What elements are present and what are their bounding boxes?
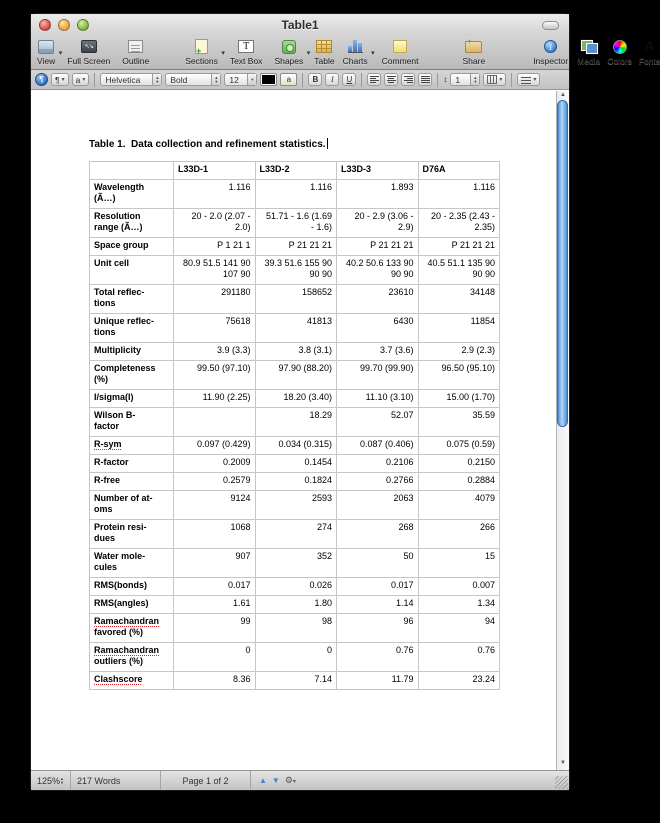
toolbar-item-label: Colors (607, 56, 632, 66)
line-spacing-icon: ↕ (443, 75, 448, 84)
row-label[interactable]: Wavelength (Ã…) (90, 180, 174, 209)
cell-value[interactable]: 352 (255, 549, 337, 578)
previous-page-button[interactable]: ▲ (259, 776, 267, 785)
table-row (90, 672, 500, 690)
toolbar-toggle-button[interactable] (542, 21, 559, 30)
divider (511, 73, 512, 87)
columns-button[interactable] (483, 73, 506, 86)
cell-value[interactable]: 0.1824 (255, 473, 337, 491)
cell-value[interactable]: 11.79 (337, 672, 419, 690)
table-row (90, 390, 500, 408)
divider (361, 73, 362, 87)
align-left-button[interactable] (367, 73, 381, 86)
column-header[interactable]: L33D-3 (337, 162, 419, 180)
row-label[interactable]: Ramachandran favored (%) (90, 614, 174, 643)
table-row (90, 596, 500, 614)
toolbar-item-label: Table (314, 56, 335, 66)
table-row (90, 238, 500, 256)
cell-value[interactable]: 1068 (174, 520, 256, 549)
row-label[interactable]: Resolution range (Ã…) (90, 209, 174, 238)
format-bar (31, 70, 569, 90)
row-label[interactable]: Multiplicity (90, 343, 174, 361)
row-label[interactable]: Unique reflec- tions (90, 314, 174, 343)
styles-drawer-button[interactable]: ¶ (35, 73, 48, 86)
cell-value[interactable]: 3.7 (3.6) (337, 343, 419, 361)
toolbar-item-label: Text Box (229, 56, 263, 66)
cell-value[interactable] (174, 408, 256, 437)
chevron-down-icon: ▾ (61, 77, 65, 83)
close-button[interactable] (39, 19, 51, 31)
cell-value[interactable]: 11.90 (2.25) (174, 390, 256, 408)
cell-value[interactable]: P 21 21 21 (255, 238, 337, 256)
toolbar-item-label: Outline (122, 56, 150, 66)
page-navigation (251, 771, 302, 790)
cell-value[interactable]: 0.76 (337, 643, 419, 672)
toolbar-item-label: Charts (342, 56, 368, 66)
share-icon (465, 41, 482, 53)
cell-value[interactable]: 15 (418, 549, 500, 578)
cell-value[interactable]: 18.29 (255, 408, 337, 437)
window-controls (39, 19, 89, 31)
stepper-icon: ▼ (247, 74, 256, 85)
table-row (90, 343, 500, 361)
word-count[interactable] (71, 771, 161, 790)
text-cursor (327, 138, 328, 149)
toolbar-charts-button[interactable] (342, 38, 375, 66)
cell-value[interactable]: 40.5 51.1 135 90 90 90 (418, 256, 500, 285)
toolbar-table-button[interactable] (314, 38, 334, 66)
table-row (90, 256, 500, 285)
character-style-button[interactable] (72, 73, 90, 86)
text-box-icon (238, 40, 254, 53)
column-header[interactable]: L33D-1 (174, 162, 256, 180)
cell-value[interactable]: 1.61 (174, 596, 256, 614)
cell-value[interactable]: 158652 (255, 285, 337, 314)
column-header[interactable]: D76A (418, 162, 500, 180)
cell-value[interactable]: 1.116 (418, 180, 500, 209)
cell-value[interactable]: 0.2106 (337, 455, 419, 473)
row-label[interactable]: I/sigma(I) (90, 390, 174, 408)
toolbar-sections-button[interactable] (185, 38, 225, 66)
cell-value[interactable]: 23610 (337, 285, 419, 314)
statistics-table[interactable] (89, 161, 500, 690)
align-right-button[interactable] (401, 73, 415, 86)
cell-value[interactable]: 0.2884 (418, 473, 500, 491)
table-row (90, 643, 500, 672)
line-spacing-value: 1 (455, 74, 461, 85)
stepper-icon: ▲ ▼ (470, 74, 479, 85)
cell-value[interactable]: 1.34 (418, 596, 500, 614)
cell-value[interactable]: 6430 (337, 314, 419, 343)
cell-value[interactable]: 291180 (174, 285, 256, 314)
row-label[interactable]: R-free (90, 473, 174, 491)
comment-icon (393, 40, 407, 53)
cell-value[interactable]: 52.07 (337, 408, 419, 437)
cell-value[interactable]: 96.50 (95.10) (418, 361, 500, 390)
cell-value[interactable]: 0.034 (0.315) (255, 437, 337, 455)
chevron-down-icon: ▾ (499, 77, 503, 83)
cell-value[interactable]: 1.893 (337, 180, 419, 209)
cell-value[interactable]: 266 (418, 520, 500, 549)
cell-value[interactable]: 0.017 (174, 578, 256, 596)
toolbar-view-button[interactable] (37, 38, 63, 66)
italic-button[interactable]: I (325, 73, 339, 86)
view-icon (38, 40, 54, 54)
toolbar-item-label: Media (577, 56, 601, 66)
toolbar-media-button[interactable] (577, 38, 600, 66)
divider (94, 73, 95, 87)
document-page[interactable] (31, 91, 556, 770)
page-indicator-value: Page 1 of 2 (182, 775, 229, 786)
paragraph-style-button[interactable] (51, 73, 69, 86)
cell-value[interactable]: 274 (255, 520, 337, 549)
character-style-label: a (75, 74, 81, 85)
vertical-scrollbar[interactable] (556, 91, 569, 770)
toolbar-item-label: Inspector (533, 56, 569, 66)
cell-value[interactable]: 35.59 (418, 408, 500, 437)
highlight-color-well[interactable]: a (280, 73, 297, 86)
cell-value[interactable]: 2063 (337, 491, 419, 520)
cell-value[interactable]: P 21 21 21 (337, 238, 419, 256)
row-label[interactable]: RMS(bonds) (90, 578, 174, 596)
toolbar-full-screen-button[interactable] (67, 38, 110, 66)
chevron-down-icon: ▾ (533, 77, 537, 83)
next-page-button[interactable]: ▼ (271, 776, 280, 785)
stepper-icon: ▲ ▼ (60, 775, 64, 785)
toolbar-item-label: Full Screen (67, 56, 111, 66)
cell-value[interactable]: 8.36 (174, 672, 256, 690)
resize-grip[interactable] (555, 776, 568, 789)
row-label[interactable]: Water mole- cules (90, 549, 174, 578)
table-icon (316, 40, 332, 53)
toolbar-inspector-button[interactable] (533, 38, 568, 66)
stepper-icon: ▲ ▼ (152, 74, 161, 85)
stepper-icon: ▲ ▼ (211, 74, 220, 85)
inspector-icon (544, 40, 557, 53)
table-row (90, 520, 500, 549)
toolbar-shapes-button[interactable] (274, 38, 311, 66)
cell-value[interactable]: 0.087 (0.406) (337, 437, 419, 455)
cell-value[interactable]: 1.14 (337, 596, 419, 614)
align-right-icon (404, 76, 413, 83)
toolbar-item-label: View (37, 56, 56, 66)
row-label[interactable]: R-factor (90, 455, 174, 473)
table-row (90, 408, 500, 437)
cell-value[interactable]: 98 (255, 614, 337, 643)
row-label[interactable]: Completeness (%) (90, 361, 174, 390)
cell-value[interactable]: 20 - 2.9 (3.06 - 2.9) (337, 209, 419, 238)
table-header-row (90, 162, 500, 180)
cell-value[interactable]: 0.075 (0.59) (418, 437, 500, 455)
font-family-select[interactable] (100, 73, 162, 86)
cell-value[interactable]: 99.70 (99.90) (337, 361, 419, 390)
cell-value[interactable]: 3.8 (3.1) (255, 343, 337, 361)
cell-value[interactable]: 34148 (418, 285, 500, 314)
cell-value[interactable]: 1.80 (255, 596, 337, 614)
cell-value[interactable]: 18.20 (3.40) (255, 390, 337, 408)
full-screen-icon (81, 40, 97, 53)
fonts-icon (644, 39, 654, 55)
charts-icon (348, 40, 363, 53)
toolbar-share-button[interactable] (463, 38, 486, 66)
cell-value[interactable]: 0.1454 (255, 455, 337, 473)
scrollbar-thumb[interactable] (557, 100, 568, 427)
list-icon (521, 75, 531, 84)
table-row (90, 361, 500, 390)
toolbar-fonts-button[interactable] (639, 38, 660, 66)
cell-value[interactable]: 0 (174, 643, 256, 672)
cell-value[interactable]: 11.10 (3.10) (337, 390, 419, 408)
zoom-level-control[interactable] (31, 771, 71, 790)
corner-cell[interactable] (90, 162, 174, 180)
divider (302, 73, 303, 87)
toolbar-comment-button[interactable] (382, 38, 419, 66)
toolbar (31, 36, 660, 70)
row-label[interactable]: Wilson B- factor (90, 408, 174, 437)
cell-value[interactable]: P 21 21 21 (418, 238, 500, 256)
table-row (90, 614, 500, 643)
cell-value[interactable]: 75618 (174, 314, 256, 343)
cell-value[interactable]: 1.116 (174, 180, 256, 209)
cell-value[interactable]: 0.2150 (418, 455, 500, 473)
columns-icon (487, 75, 497, 84)
cell-value[interactable]: 7.14 (255, 672, 337, 690)
bold-button[interactable]: B (308, 73, 322, 86)
table-body (90, 180, 500, 690)
align-justify-button[interactable] (418, 73, 432, 86)
cell-value[interactable]: 20 - 2.35 (2.43 - 2.35) (418, 209, 500, 238)
cell-value[interactable]: 99 (174, 614, 256, 643)
cell-value[interactable]: 2593 (255, 491, 337, 520)
cell-value[interactable]: 99.50 (97.10) (174, 361, 256, 390)
cell-value[interactable]: P 1 21 1 (174, 238, 256, 256)
table-row (90, 473, 500, 491)
window-title: Table1 (281, 18, 319, 32)
caption-text: Table 1. Data collection and refinement statistics. (89, 139, 326, 150)
column-header[interactable]: L33D-2 (255, 162, 337, 180)
typeface-value: Bold (170, 74, 188, 85)
app-window (30, 13, 660, 791)
media-icon (581, 40, 597, 53)
align-left-icon (370, 76, 379, 83)
cell-value[interactable]: 51.71 - 1.6 (1.69 - 1.6) (255, 209, 337, 238)
scroll-up-arrow-icon[interactable]: ▲ (560, 92, 566, 98)
cell-value[interactable]: 1.116 (255, 180, 337, 209)
cell-value[interactable]: 907 (174, 549, 256, 578)
sections-icon (195, 39, 208, 54)
cell-value[interactable]: 15.00 (1.70) (418, 390, 500, 408)
cell-value[interactable]: 39.3 51.6 155 90 90 90 (255, 256, 337, 285)
cell-value[interactable]: 9124 (174, 491, 256, 520)
outline-icon (128, 40, 143, 53)
font-size-select[interactable] (224, 73, 257, 86)
table-row (90, 314, 500, 343)
row-label[interactable]: RMS(angles) (90, 596, 174, 614)
toolbar-item-label: Fonts (638, 56, 660, 66)
cell-value[interactable]: 80.9 51.5 141 90 107 90 (174, 256, 256, 285)
table-row (90, 578, 500, 596)
line-spacing-select[interactable] (450, 73, 480, 86)
table-row (90, 455, 500, 473)
align-center-icon (387, 76, 396, 83)
cell-value[interactable]: 0.017 (337, 578, 419, 596)
cell-value[interactable]: 94 (418, 614, 500, 643)
cell-value[interactable]: 0 (255, 643, 337, 672)
table-row (90, 285, 500, 314)
cell-value[interactable]: 3.9 (3.3) (174, 343, 256, 361)
cell-value[interactable]: 2.9 (2.3) (418, 343, 500, 361)
cell-value[interactable]: 97.90 (88.20) (255, 361, 337, 390)
row-label[interactable]: Number of at- oms (90, 491, 174, 520)
cell-value[interactable]: 20 - 2.0 (2.07 - 2.0) (174, 209, 256, 238)
cell-value[interactable]: 0.76 (418, 643, 500, 672)
cell-value[interactable]: 0.2579 (174, 473, 256, 491)
toolbar-item-label: Sections (185, 56, 218, 66)
status-bar (31, 770, 569, 790)
font-size-value: 12 (229, 74, 239, 85)
cell-value[interactable]: 50 (337, 549, 419, 578)
list-style-button[interactable] (517, 73, 540, 86)
toolbar-colors-button[interactable] (607, 38, 632, 66)
row-label[interactable]: R-sym (90, 437, 174, 455)
chevron-down-icon: ▾ (58, 50, 63, 57)
cell-value[interactable]: 0.2766 (337, 473, 419, 491)
cell-value[interactable]: 96 (337, 614, 419, 643)
cell-value[interactable]: 11854 (418, 314, 500, 343)
row-label[interactable]: Unit cell (90, 256, 174, 285)
scroll-down-arrow-icon[interactable]: ▼ (560, 760, 566, 766)
text-color-well[interactable] (260, 73, 277, 86)
cell-value[interactable]: 0.2009 (174, 455, 256, 473)
align-center-button[interactable] (384, 73, 398, 86)
table-row (90, 180, 500, 209)
shapes-icon (282, 40, 296, 54)
row-label[interactable]: Space group (90, 238, 174, 256)
paragraph-style-label: ¶ (55, 74, 60, 85)
underline-button[interactable]: U (342, 73, 356, 86)
page-indicator[interactable] (161, 771, 251, 790)
cell-value[interactable]: 0.026 (255, 578, 337, 596)
word-count-value: 217 Words (77, 775, 121, 786)
row-label[interactable]: Total reflec- tions (90, 285, 174, 314)
toolbar-item-label: Share (462, 56, 486, 66)
toolbar-outline-button[interactable] (122, 38, 149, 66)
row-label[interactable]: Clashscore (90, 672, 174, 690)
toolbar-item-label: Shapes (274, 56, 304, 66)
cell-value[interactable]: 40.2 50.6 133 90 90 90 (337, 256, 419, 285)
table-row (90, 209, 500, 238)
divider (437, 73, 438, 87)
table-row (90, 549, 500, 578)
toolbar-text-box-button[interactable] (230, 38, 263, 66)
toolbar-item-label: Comment (381, 56, 419, 66)
cell-value[interactable]: 0.097 (0.429) (174, 437, 256, 455)
table-row (90, 491, 500, 520)
chevron-down-icon: ▾ (306, 50, 311, 57)
zoom-level-value: 125% (37, 775, 61, 786)
document-table-caption[interactable] (89, 138, 328, 150)
chevron-down-icon: ▾ (82, 77, 86, 83)
table-row (90, 437, 500, 455)
chevron-down-icon: ▾ (371, 50, 375, 57)
align-justify-icon (421, 76, 430, 83)
colors-icon (613, 40, 627, 54)
cell-value[interactable]: 268 (337, 520, 419, 549)
cell-value[interactable]: 0.007 (418, 578, 500, 596)
typeface-select[interactable] (165, 73, 221, 86)
cell-value[interactable]: 41813 (255, 314, 337, 343)
row-label[interactable]: Protein resi- dues (90, 520, 174, 549)
chevron-down-icon: ▾ (221, 50, 225, 57)
font-family-value: Helvetica (105, 74, 141, 85)
minimize-button[interactable] (58, 19, 70, 31)
title-bar[interactable] (31, 14, 569, 36)
gear-menu-button[interactable]: ⚙▾ (284, 775, 296, 785)
cell-value[interactable]: 4079 (418, 491, 500, 520)
cell-value[interactable]: 23.24 (418, 672, 500, 690)
row-label[interactable]: Ramachandran outliers (%) (90, 643, 174, 672)
zoom-button[interactable] (77, 19, 89, 31)
